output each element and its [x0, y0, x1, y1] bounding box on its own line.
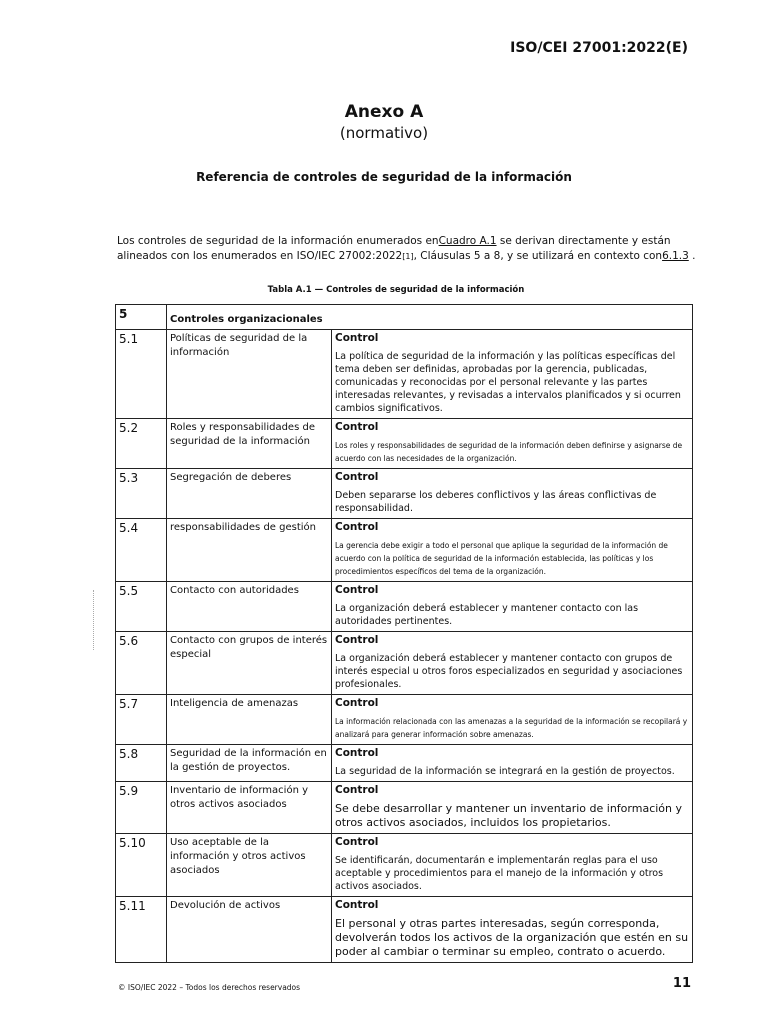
- page-number: 11: [672, 976, 691, 991]
- control-text: Se debe desarrollar y mantener un inventario de información y otros activos asociados, incluidos los propietarios.: [335, 802, 682, 829]
- intro-paragraph: [117, 234, 697, 264]
- table-a1-link[interactable]: Cuadro A.1: [438, 235, 497, 247]
- control-number: 5.8: [116, 745, 167, 782]
- control-number: 5.5: [116, 582, 167, 632]
- table-row: [116, 582, 693, 632]
- table-row: [116, 745, 693, 782]
- table-row: [116, 419, 693, 469]
- table-row: [116, 632, 693, 695]
- control-label: Control: [335, 584, 379, 596]
- control-label: Control: [335, 332, 379, 344]
- table-row: [116, 519, 693, 582]
- control-text: La organización deberá establecer y mantener contacto con grupos de interés especial u otros foros especializados en seguridad y asociaciones profesionales.: [335, 653, 683, 690]
- control-name: Seguridad de la información en la gestión de proyectos.: [167, 745, 332, 782]
- control-description: [332, 419, 693, 469]
- annex-subtitle: (normativo): [339, 124, 429, 142]
- copyright-notice: © ISO/IEC 2022 – Todos los derechos reservados: [118, 983, 301, 992]
- header-title: Controles organizacionales: [167, 305, 693, 330]
- table-row: [116, 469, 693, 519]
- control-name: Segregación de deberes: [167, 469, 332, 519]
- margin-mark: [93, 590, 97, 650]
- control-text: La organización deberá establecer y mantener contacto con las autoridades pertinentes.: [335, 603, 639, 627]
- table-caption: Tabla A.1 — Controles de seguridad de la información: [267, 285, 525, 295]
- control-name: Inventario de información y otros activos asociados: [167, 782, 332, 834]
- control-description: [332, 834, 693, 897]
- control-text: Deben separarse los deberes conflictivos y las áreas conflictivas de responsabilidad.: [335, 490, 657, 514]
- control-label: Control: [335, 421, 379, 433]
- control-number: 5.11: [116, 897, 167, 963]
- control-number: 5.10: [116, 834, 167, 897]
- intro-text: .: [688, 250, 696, 262]
- control-label: Control: [335, 697, 379, 709]
- table-row: [116, 330, 693, 419]
- control-text: Se identificarán, documentarán e implementarán reglas para el uso aceptable y procedimientos para el manejo de la información y otros activos asociados.: [335, 855, 664, 892]
- control-number: 5.1: [116, 330, 167, 419]
- control-number: 5.3: [116, 469, 167, 519]
- citation-ref: [1]: [402, 252, 414, 261]
- control-text: La seguridad de la información se integrará en la gestión de proyectos.: [335, 766, 675, 777]
- control-text: El personal y otras partes interesadas, según corresponda, devolverán todos los activos de la organización que estén en su poder al cambiar o terminar su empleo, contrato o acuerdo.: [335, 917, 689, 958]
- controls-table: [115, 304, 693, 963]
- control-description: [332, 897, 693, 963]
- control-number: 5.2: [116, 419, 167, 469]
- annex-title: Anexo A: [344, 102, 424, 122]
- intro-text: , Cláusulas 5 a 8, y se utilizará en contexto con: [413, 250, 663, 262]
- control-description: [332, 745, 693, 782]
- control-description: [332, 330, 693, 419]
- control-name: Políticas de seguridad de la información: [167, 330, 332, 419]
- control-label: Control: [335, 899, 379, 911]
- control-label: Control: [335, 784, 379, 796]
- control-description: [332, 582, 693, 632]
- control-name: Uso aceptable de la información y otros activos asociados: [167, 834, 332, 897]
- control-number: 5.4: [116, 519, 167, 582]
- control-label: Control: [335, 521, 379, 533]
- control-name: responsabilidades de gestión: [167, 519, 332, 582]
- control-name: Devolución de activos: [167, 897, 332, 963]
- control-label: Control: [335, 471, 379, 483]
- control-description: [332, 695, 693, 745]
- clause-613-link[interactable]: 6.1.3: [662, 250, 689, 262]
- header-number: 5: [116, 305, 167, 330]
- control-text: La política de seguridad de la información y las políticas específicas del tema deben ser definidas, aprobadas por la gerencia, publicadas, comunicadas y reconocidas por el personal relevante y las partes interesadas relevantes, y revisadas a intervalos planificados y si ocurren cambios significativos.: [335, 351, 681, 414]
- table-header-row: [116, 305, 693, 330]
- control-number: 5.7: [116, 695, 167, 745]
- control-name: Contacto con grupos de interés especial: [167, 632, 332, 695]
- standard-reference: ISO/CEI 27001:2022(E): [510, 40, 688, 56]
- table-row: [116, 897, 693, 963]
- control-text: La información relacionada con las amenazas a la seguridad de la información se recopilará y analizará para generar información sobre amenazas.: [335, 717, 688, 739]
- control-name: Inteligencia de amenazas: [167, 695, 332, 745]
- intro-text: Los controles de seguridad de la información enumerados en: [117, 235, 439, 247]
- control-label: Control: [335, 747, 379, 759]
- control-label: Control: [335, 836, 379, 848]
- control-label: Control: [335, 634, 379, 646]
- control-text: Los roles y responsabilidades de seguridad de la información deben definirse y asignarse de acuerdo con las necesidades de la organización.: [335, 441, 683, 463]
- control-description: [332, 632, 693, 695]
- control-description: [332, 469, 693, 519]
- control-number: 5.9: [116, 782, 167, 834]
- control-description: [332, 519, 693, 582]
- table-row: [116, 834, 693, 897]
- control-name: Contacto con autoridades: [167, 582, 332, 632]
- table-row: [116, 782, 693, 834]
- section-title: Referencia de controles de seguridad de la información: [196, 170, 572, 184]
- control-text: La gerencia debe exigir a todo el personal que aplique la seguridad de la información de acuerdo con la política de seguridad de la información establecida, las políticas y los procedimientos específicos del tema de la organización.: [335, 541, 668, 576]
- table-row: [116, 695, 693, 745]
- control-number: 5.6: [116, 632, 167, 695]
- control-name: Roles y responsabilidades de seguridad de la información: [167, 419, 332, 469]
- control-description: [332, 782, 693, 834]
- intro-text: se derivan directamente y están alineados con los enumerados en ISO/IEC 27002:2022: [117, 235, 671, 262]
